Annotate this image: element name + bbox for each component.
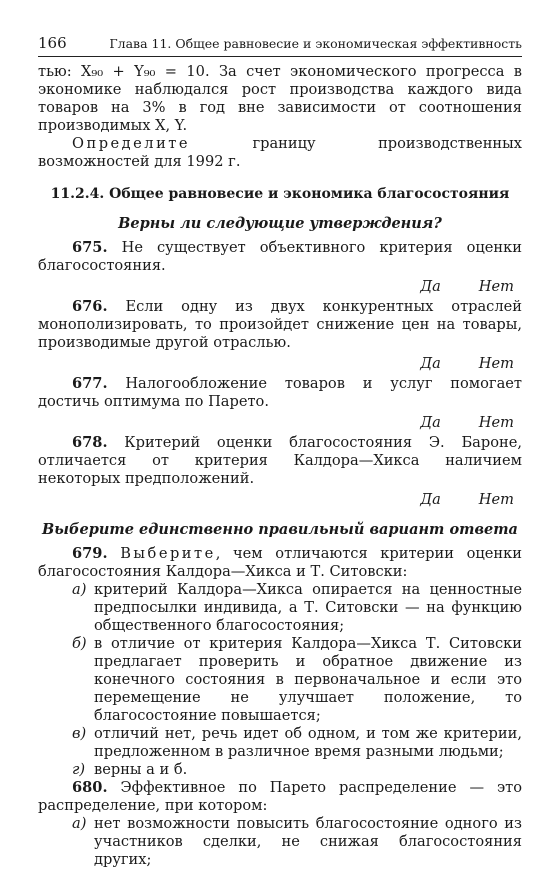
- answer-no[interactable]: Нет: [478, 278, 514, 295]
- answer-yes[interactable]: Да: [420, 491, 441, 508]
- option-d[interactable]: [72, 761, 522, 779]
- statement-text: Налогообложение товаров и услуг помогает достичь оптимума по Парето.: [38, 375, 522, 410]
- question-679: [38, 545, 522, 581]
- choose-verb: Выберите: [120, 545, 216, 562]
- answer-yes[interactable]: Да: [420, 278, 441, 295]
- section-title: 11.2.4. Общее равновесие и экономика благосостояния: [50, 186, 510, 202]
- intro-paragraph: тью: X₉₀ + Y₉₀ = 10. За счет экономического прогресса в экономике наблюдался рост производства каждого вида товаров на 3% в год вне зависимости от соотношения производимых X, Y.: [38, 63, 522, 134]
- option-text: нет возможности повысить благосостояние одного из участников сделки, не снижая благосостояния других;: [94, 815, 522, 868]
- choose-title: Выберите единственно правильный вариант ответа: [42, 521, 518, 538]
- option-text: критерий Калдора—Хикса опирается на ценностные предпосылки индивида, а Т. Ситовски — на функцию общественного благосостояния;: [94, 581, 522, 634]
- option-c[interactable]: [72, 725, 522, 761]
- answer-choices-675: [38, 278, 522, 296]
- option-b[interactable]: [72, 635, 522, 725]
- question-number: 679.: [72, 545, 108, 562]
- statement-number: 675.: [72, 239, 108, 256]
- statement-text: Не существует объективного критерия оценки благосостояния.: [38, 239, 522, 274]
- answer-choices-677: [38, 414, 522, 432]
- answer-choices-676: [38, 355, 522, 373]
- question-680: [38, 779, 522, 815]
- answer-no[interactable]: Нет: [478, 491, 514, 508]
- option-text: отличий нет, речь идет об одном, и том же критерии, предложенном в различное время разными людьми;: [94, 725, 522, 760]
- option-marker: в): [72, 725, 87, 742]
- option-text: в отличие от критерия Калдора—Хикса Т. Ситовски предлагает проверить и обратное движение из конечного состояния в первоначальное и если это перемещение не улучшает положение, то благосостояние повышается;: [94, 635, 522, 724]
- statement-675: [38, 239, 522, 275]
- option-a[interactable]: [72, 815, 522, 869]
- option-marker: б): [72, 635, 87, 652]
- question-number: 680.: [72, 779, 108, 796]
- determine-word: Определите: [72, 135, 190, 152]
- statement-text: Критерий оценки благосостояния Э. Бароне, отличается от критерия Калдора—Хикса наличием некоторых предположений.: [38, 434, 522, 487]
- statement-text: Если одну из двух конкурентных отраслей монополизировать, то произойдет снижение цен на товары, производимые другой отраслью.: [38, 298, 522, 351]
- option-a[interactable]: [72, 581, 522, 635]
- statement-number: 676.: [72, 298, 108, 315]
- intro-task-text: границу производственных возможностей для 1992 г.: [38, 135, 522, 170]
- option-marker: г): [72, 761, 86, 778]
- answer-yes[interactable]: Да: [420, 355, 441, 372]
- option-text: верны а и б.: [94, 761, 188, 778]
- answer-no[interactable]: Нет: [478, 414, 514, 431]
- option-marker: а): [72, 815, 87, 832]
- statement-number: 678.: [72, 434, 108, 451]
- option-marker: а): [72, 581, 87, 598]
- statement-678: [38, 434, 522, 488]
- answer-no[interactable]: Нет: [478, 355, 514, 372]
- true-false-title: Верны ли следующие утверждения?: [118, 215, 442, 232]
- answer-choices-678: [38, 491, 522, 509]
- question-text: , чем отличаются критерии оценки благосостояния Калдора—Хикса и Т. Ситовски:: [38, 545, 522, 580]
- question-text: Эффективное по Парето распределение — это распределение, при котором:: [38, 779, 522, 814]
- answer-yes[interactable]: Да: [420, 414, 441, 431]
- page-number: 166: [38, 34, 67, 52]
- intro-task: [38, 135, 522, 171]
- statement-677: [38, 375, 522, 411]
- page-header: [38, 34, 522, 57]
- chapter-title: Глава 11. Общее равновесие и экономическая эффективность: [109, 36, 522, 51]
- statement-676: [38, 298, 522, 352]
- statement-number: 677.: [72, 375, 108, 392]
